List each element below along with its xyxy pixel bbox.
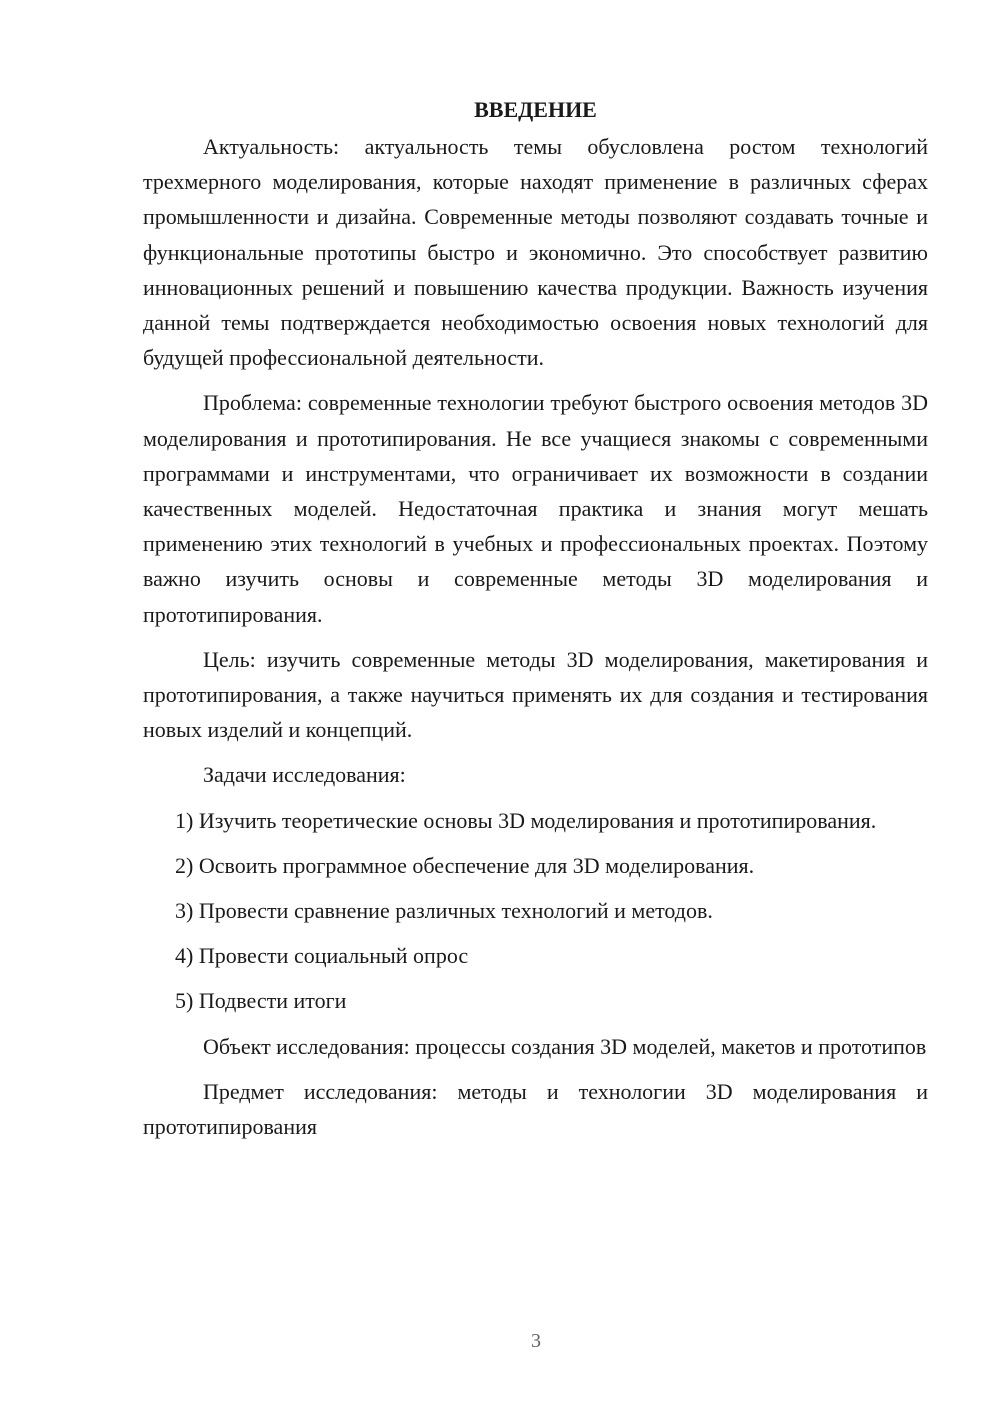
page-number: 3	[531, 1330, 541, 1352]
paragraph-problem: Проблема: современные технологии требуют быстрого освоения методов 3D моделирования и прототипирования. Не все учащиеся знакомы с современными программами и инструментами, что ограничивает их возможности в создании качественных моделей. Недостаточная практика и знания могут мешать применению этих технологий в учебных и профессиональных проектах. Поэтому важно изучить основы и современные методы 3D моделирования и прототипирования.	[143, 390, 928, 627]
list-item: 5) Подвести итоги	[175, 988, 347, 1014]
list-item: 3) Провести сравнение различных технологий и методов.	[175, 898, 713, 924]
tasks-heading: Задачи исследования:	[203, 762, 406, 788]
list-item: 2) Освоить программное обеспечение для 3D моделирования.	[175, 852, 755, 878]
list-item: 1) Изучить теоретические основы 3D моделирования и прототипирования.	[175, 807, 877, 833]
paragraph-relevance: Актуальность: актуальность темы обусловлена ростом технологий трехмерного моделирования, которые находят применение в различных сферах промышленности и дизайна. Современные методы позволяют создавать точные и функциональные прототипы быстро и экономично. Это способствует развитию инновационных решений и повышению качества продукции. Важность изучения данной темы подтверждается необходимостью освоения новых технологий для будущей профессиональной деятельности.	[143, 134, 928, 371]
list-item: 4) Провести социальный опрос	[175, 943, 469, 969]
paragraph-goal: Цель: изучить современные методы 3D моделирования, макетирования и прототипирования, а также научиться применять их для создания и тестирования новых изделий и концепций.	[143, 646, 928, 743]
page-title: ВВЕДЕНИЕ	[474, 97, 597, 122]
paragraph-subject: Предмет исследования: методы и технологии 3D моделирования и прототипирования	[143, 1078, 928, 1140]
paragraph-object: Объект исследования: процессы создания 3D моделей, макетов и прототипов	[203, 1033, 927, 1059]
document-page	[143, 92, 928, 1154]
